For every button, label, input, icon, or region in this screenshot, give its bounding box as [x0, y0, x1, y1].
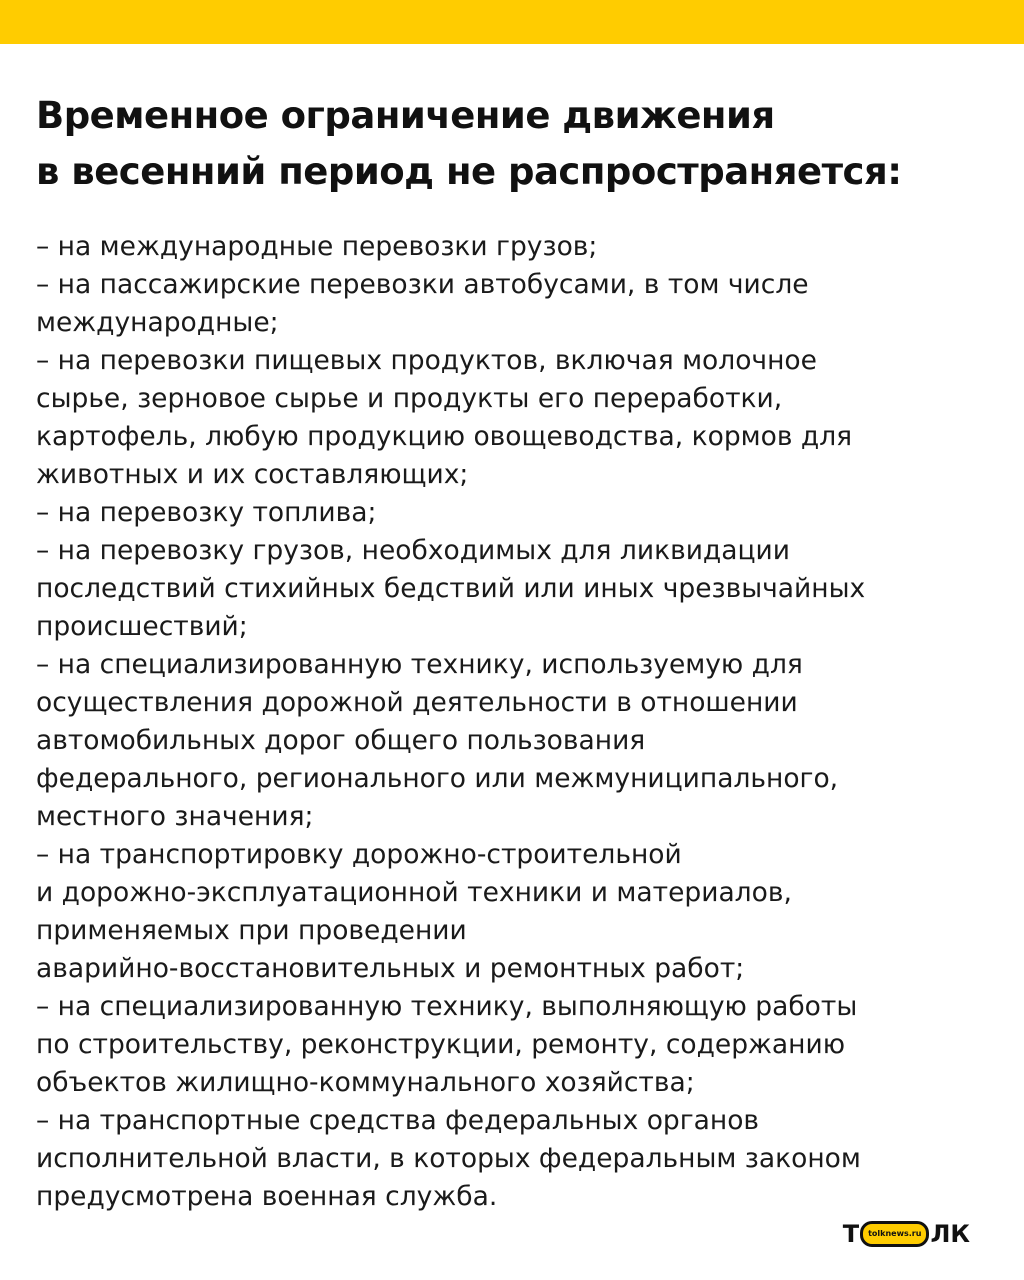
body-line: международные; [36, 307, 279, 338]
body-line: – на специализированную технику, используемую для [36, 649, 803, 680]
body-line: – на специализированную технику, выполняющую работы [36, 991, 858, 1022]
logo-site-pill: tolknews.ru [860, 1221, 929, 1247]
body-line: – на транспортировку дорожно-строительной [36, 839, 682, 870]
title-line-2: в весенний период не распространяется: [36, 150, 902, 193]
body-line: происшествий; [36, 611, 248, 642]
body-line: предусмотрена военная служба. [36, 1181, 498, 1212]
body-line: аварийно-восстановительных и ремонтных работ; [36, 953, 745, 984]
body-line: животных и их составляющих; [36, 459, 469, 490]
body-line: применяемых при проведении [36, 915, 467, 946]
body-line: – на перевозку топлива; [36, 497, 377, 528]
body-line: – на пассажирские перевозки автобусами, в том числе [36, 269, 809, 300]
tolk-logo [843, 1222, 970, 1246]
title-line-1: Временное ограничение движения [36, 94, 775, 137]
body-line: – на международные перевозки грузов; [36, 231, 598, 262]
body-line: – на перевозку грузов, необходимых для ликвидации [36, 535, 790, 566]
body-line: последствий стихийных бедствий или иных чрезвычайных [36, 573, 866, 604]
body-line: исполнительной власти, в которых федеральным законом [36, 1143, 861, 1174]
body-line: и дорожно-эксплуатационной техники и материалов, [36, 877, 792, 908]
body-line: по строительству, реконструкции, ремонту, содержанию [36, 1029, 846, 1060]
body-line: – на перевозки пищевых продуктов, включая молочное [36, 345, 817, 376]
body-line: сырье, зерновое сырье и продукты его переработки, [36, 383, 783, 414]
body-line: федерального, регионального или межмуниципального, [36, 763, 839, 794]
body-line: – на транспортные средства федеральных органов [36, 1105, 760, 1136]
body-line: осуществления дорожной деятельности в отношении [36, 687, 798, 718]
exemptions-list [36, 228, 996, 1216]
logo-letters-lk: ЛК [930, 1220, 970, 1248]
body-line: автомобильных дорог общего пользования [36, 725, 646, 756]
body-line: объектов жилищно-коммунального хозяйства; [36, 1067, 695, 1098]
logo-letter-t: Т [842, 1220, 860, 1248]
body-line: картофель, любую продукцию овощеводства, кормов для [36, 421, 853, 452]
page-title [36, 88, 996, 200]
body-line: местного значения; [36, 801, 314, 832]
top-accent-band [0, 0, 1024, 44]
